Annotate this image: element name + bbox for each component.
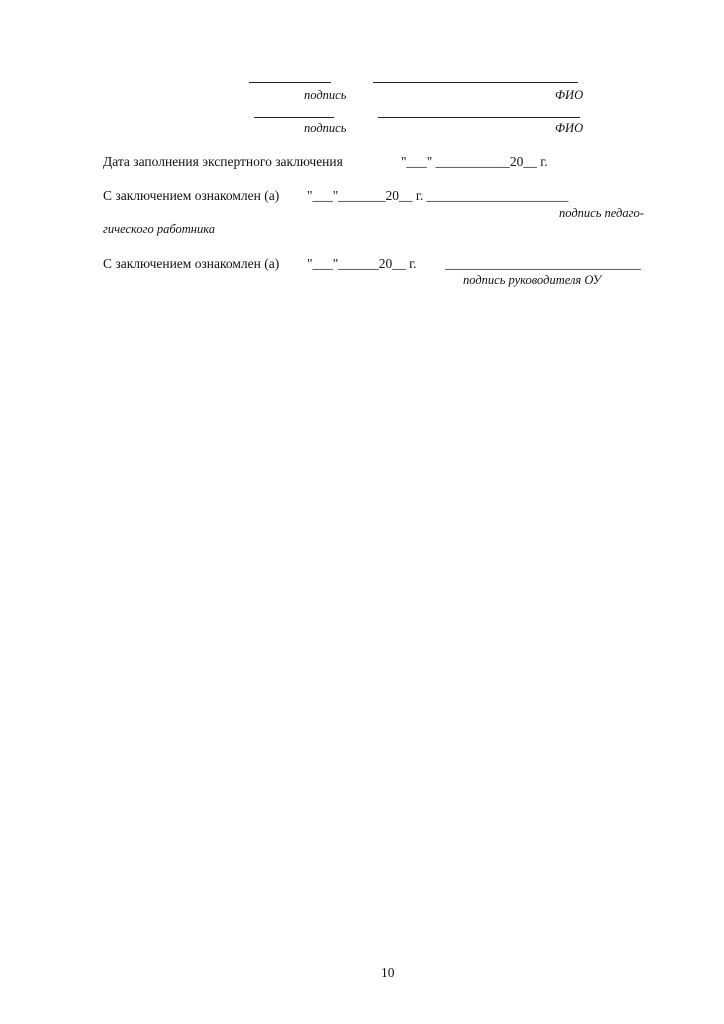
name-line-1 <box>373 82 578 83</box>
name-caption-2: ФИО <box>555 121 584 135</box>
teacher-ack-date: "___"_______20__ г. _____________________ <box>307 188 569 203</box>
fill-date-label: Дата заполнения экспертного заключения <box>103 154 343 169</box>
head-ack-label: С заключением ознакомлен (а) <box>103 256 280 271</box>
head-signature-caption: подпись руководителя ОУ <box>463 273 602 287</box>
teacher-ack-label: С заключением ознакомлен (а) <box>103 188 280 203</box>
head-ack-date: "___"______20__ г. <box>307 256 417 271</box>
teacher-signature-caption-1: подпись педаго- <box>559 206 644 220</box>
signature-line-1 <box>249 82 331 83</box>
name-line-2 <box>378 117 580 118</box>
head-signature-line: _____________________________ <box>445 256 641 271</box>
page-number: 10 <box>381 965 395 980</box>
teacher-signature-caption-2: гического работника <box>103 222 216 236</box>
signature-line-2 <box>254 117 334 118</box>
signature-caption-1: подпись <box>304 88 347 102</box>
signature-caption-2: подпись <box>304 121 347 135</box>
name-caption-1: ФИО <box>555 88 584 102</box>
fill-date-value: "___" ___________20__ г. <box>401 154 548 169</box>
